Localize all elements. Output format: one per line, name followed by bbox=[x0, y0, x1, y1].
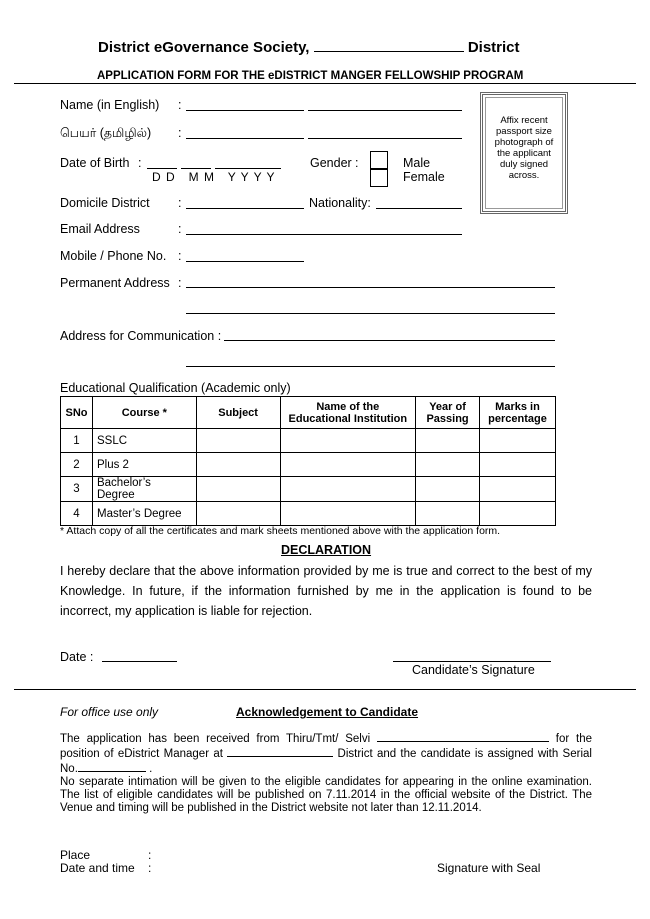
ack-paragraph-2: No separate intimation will be given to the eligible candidates for appearing in the online examination. The list of eligible candidates will be published on 7.11.2014 in the official website of the District. The Venue and timing will be published in the District website not later than 12.11.2014. bbox=[60, 776, 592, 814]
communication-address-field-1[interactable] bbox=[224, 340, 555, 341]
label-gender: Gender bbox=[310, 156, 352, 170]
label-mobile: Mobile / Phone No. bbox=[60, 249, 167, 263]
institution-cell[interactable] bbox=[280, 453, 416, 477]
table-row bbox=[61, 453, 556, 477]
label-email: Email Address bbox=[60, 222, 140, 236]
name-english-field-1[interactable] bbox=[186, 110, 304, 111]
institution-cell[interactable] bbox=[280, 502, 416, 526]
page-title bbox=[98, 39, 520, 56]
colon: : bbox=[178, 126, 182, 140]
male-checkbox[interactable] bbox=[370, 151, 388, 169]
office-rule bbox=[14, 689, 636, 690]
year-cell[interactable] bbox=[416, 502, 480, 526]
email-field[interactable] bbox=[186, 234, 462, 235]
colon: : bbox=[178, 276, 182, 290]
table-row bbox=[61, 502, 556, 526]
communication-address-field-2[interactable] bbox=[186, 366, 555, 367]
form-subtitle: APPLICATION FORM FOR THE eDISTRICT MANGER FELLOWSHIP PROGRAM bbox=[97, 70, 524, 82]
dob-day-field[interactable] bbox=[147, 168, 177, 169]
permanent-address-field-1[interactable] bbox=[186, 287, 555, 288]
subject-cell[interactable] bbox=[196, 502, 280, 526]
male-label: Male bbox=[403, 156, 431, 170]
label-permanent-address: Permanent Address bbox=[60, 276, 170, 290]
permanent-address-field-2[interactable] bbox=[186, 313, 555, 314]
label-name-tamil: பெயர் (தமிழில்) bbox=[60, 126, 152, 140]
label-domicile: Domicile District bbox=[60, 196, 150, 210]
signature-with-seal: Signature with Seal bbox=[437, 861, 541, 875]
female-label: Female bbox=[403, 170, 445, 184]
colon: : bbox=[178, 222, 182, 236]
table-row bbox=[61, 477, 556, 502]
district-blank[interactable] bbox=[314, 41, 464, 52]
sno-cell: 3 bbox=[61, 477, 93, 502]
colon: : bbox=[355, 156, 359, 170]
header-rule bbox=[14, 83, 636, 84]
serial-no-blank[interactable] bbox=[78, 761, 146, 772]
subject-cell[interactable] bbox=[196, 477, 280, 502]
course-cell: Master’s Degree bbox=[92, 502, 196, 526]
course-cell: SSLC bbox=[92, 429, 196, 453]
date-field[interactable] bbox=[102, 661, 177, 662]
table-row bbox=[61, 429, 556, 453]
year-cell[interactable] bbox=[416, 453, 480, 477]
marks-cell[interactable] bbox=[480, 429, 556, 453]
label-dob: Date of Birth bbox=[60, 156, 130, 170]
photo-instruction: Affix recent passport size photograph of the applicant duly signed across. bbox=[494, 115, 554, 181]
ack-part-2: for the position of eDistrict Manager at bbox=[60, 733, 592, 760]
candidate-signature-label: Candidate’s Signature bbox=[412, 663, 535, 677]
dob-hint: D D M M Y Y Y Y bbox=[152, 170, 276, 184]
marks-cell[interactable] bbox=[480, 477, 556, 502]
colon: : bbox=[178, 98, 182, 112]
table-header-row bbox=[61, 397, 556, 429]
colon: : bbox=[178, 249, 182, 263]
education-note: * Attach copy of all the certificates and mark sheets mentioned above with the application form. bbox=[60, 525, 501, 537]
candidate-signature-line[interactable] bbox=[393, 661, 551, 662]
institution-cell[interactable] bbox=[280, 429, 416, 453]
education-table bbox=[60, 396, 556, 526]
place-label: Place bbox=[60, 848, 91, 862]
colon: : bbox=[178, 196, 182, 210]
ack-part-3: District and the candidate is assigned with Serial No. bbox=[60, 748, 592, 775]
declaration-text: I hereby declare that the above information provided by me is true and correct to the best of my Knowledge. In future, if the information furnished by me in the application is found to be incorrect, my application is liable for rejection. bbox=[60, 564, 592, 618]
subject-cell[interactable] bbox=[196, 453, 280, 477]
ack-part-4: . bbox=[149, 763, 153, 775]
colon: : bbox=[148, 861, 152, 875]
date-time-label: Date and time bbox=[60, 861, 135, 875]
domicile-field[interactable] bbox=[186, 208, 304, 209]
header-institution: Name of the Educational Institution bbox=[280, 397, 416, 429]
dob-year-field[interactable] bbox=[215, 168, 281, 169]
acknowledgement-title: Acknowledgement to Candidate bbox=[236, 705, 419, 719]
course-cell: Bachelor’s Degree bbox=[92, 477, 196, 502]
colon: : bbox=[148, 848, 152, 862]
header-year: Year of Passing bbox=[416, 397, 480, 429]
colon: : bbox=[138, 156, 142, 170]
date-label: Date : bbox=[60, 650, 94, 664]
header-subject: Subject bbox=[196, 397, 280, 429]
mobile-field[interactable] bbox=[186, 261, 304, 262]
female-checkbox[interactable] bbox=[370, 169, 388, 187]
acknowledgement-text bbox=[60, 731, 592, 815]
label-communication-address: Address for Communication : bbox=[60, 329, 222, 343]
ack-part-1: The application has been received from Thiru/Tmt/ Selvi bbox=[60, 733, 371, 745]
label-name-english: Name (in English) bbox=[60, 98, 160, 112]
sno-cell: 1 bbox=[61, 429, 93, 453]
declaration-title: DECLARATION bbox=[281, 543, 372, 557]
nationality-field[interactable] bbox=[376, 208, 462, 209]
office-use-label: For office use only bbox=[60, 705, 159, 719]
year-cell[interactable] bbox=[416, 429, 480, 453]
marks-cell[interactable] bbox=[480, 502, 556, 526]
photo-box bbox=[480, 92, 568, 214]
sno-cell: 4 bbox=[61, 502, 93, 526]
marks-cell[interactable] bbox=[480, 453, 556, 477]
course-cell: Plus 2 bbox=[92, 453, 196, 477]
institution-cell[interactable] bbox=[280, 477, 416, 502]
education-title: Educational Qualification (Academic only) bbox=[60, 381, 291, 395]
district-name-blank[interactable] bbox=[227, 746, 333, 757]
year-cell[interactable] bbox=[416, 477, 480, 502]
dob-month-field[interactable] bbox=[181, 168, 211, 169]
header-sno: SNo bbox=[61, 397, 93, 429]
name-english-field-2[interactable] bbox=[308, 110, 462, 111]
header-course: Course * bbox=[92, 397, 196, 429]
subject-cell[interactable] bbox=[196, 429, 280, 453]
label-nationality: Nationality: bbox=[309, 196, 371, 210]
candidate-name-blank[interactable] bbox=[377, 731, 549, 742]
sno-cell: 2 bbox=[61, 453, 93, 477]
name-tamil-field-2[interactable] bbox=[308, 138, 462, 139]
header-marks: Marks in percentage bbox=[480, 397, 556, 429]
title-prefix: District eGovernance Society, bbox=[98, 39, 310, 56]
name-tamil-field-1[interactable] bbox=[186, 138, 304, 139]
title-suffix: District bbox=[467, 39, 520, 56]
